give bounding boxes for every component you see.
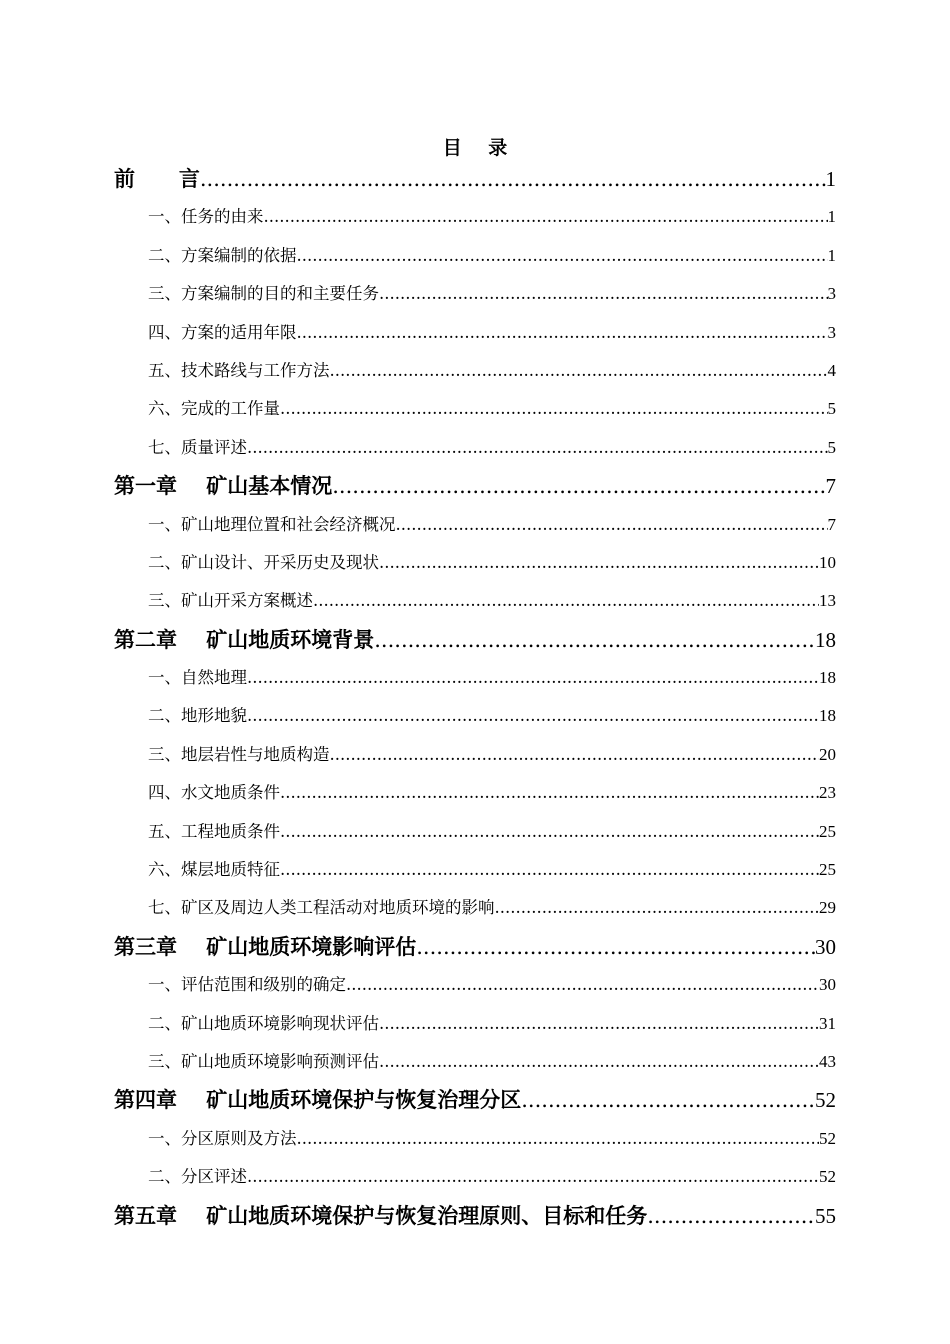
toc-page-number: 1 — [825, 167, 836, 191]
toc-entry-label: 第三章 矿山地质环境影响评估 — [114, 933, 417, 959]
dot-leader — [330, 736, 820, 774]
toc-page-number: 7 — [825, 474, 836, 499]
toc-entry-label: 二、矿山地质环境影响现状评估 — [148, 1013, 379, 1033]
dot-leader — [280, 851, 819, 889]
toc-page-number: 1 — [827, 207, 836, 227]
toc-page-number: 52 — [815, 1088, 836, 1113]
toc-entry-label: 七、矿区及周边人类工程活动对地质环境的影响 — [148, 898, 495, 918]
toc-page-number: 5 — [827, 399, 836, 419]
dot-leader — [247, 659, 819, 697]
toc-entry-label: 前 言 — [114, 166, 200, 191]
toc-page-number: 30 — [815, 934, 836, 959]
dot-leader — [313, 582, 819, 620]
toc-section-entry[interactable] — [114, 889, 836, 927]
toc-entry-label: 五、技术路线与工作方法 — [148, 360, 330, 380]
toc-section-entry[interactable] — [114, 736, 836, 774]
toc-section-entry[interactable] — [114, 1005, 836, 1043]
toc-entry-label: 第一章 矿山基本情况 — [114, 473, 333, 499]
toc-page-number: 23 — [819, 783, 836, 803]
toc-page-number: 5 — [827, 437, 836, 457]
dot-leader — [521, 1081, 815, 1119]
toc-entry-label: 四、水文地质条件 — [148, 783, 280, 803]
dot-leader — [647, 1197, 815, 1235]
toc-entry-label: 三、方案编制的目的和主要任务 — [148, 284, 379, 304]
toc-page-number: 4 — [827, 360, 836, 380]
toc-page-number: 52 — [819, 1128, 836, 1148]
toc-page-number: 18 — [819, 668, 836, 688]
toc-entry-label: 三、地层岩性与地质构造 — [148, 744, 330, 764]
dot-leader — [346, 966, 819, 1004]
toc-section-entry[interactable] — [114, 314, 836, 352]
toc-section-entry[interactable] — [114, 275, 836, 313]
toc-section-entry[interactable] — [114, 506, 836, 544]
dot-leader — [297, 237, 828, 275]
toc-entry-label: 七、质量评述 — [148, 437, 247, 457]
toc-page-number: 30 — [819, 975, 836, 995]
toc-section-entry[interactable] — [114, 966, 836, 1004]
toc-section-entry[interactable] — [114, 697, 836, 735]
toc-entry-label: 第五章 矿山地质环境保护与恢复治理原则、目标和任务 — [114, 1202, 648, 1228]
toc-entry-label: 一、矿山地理位置和社会经济概况 — [148, 514, 396, 534]
toc-page-number: 20 — [819, 744, 836, 764]
dot-leader — [280, 813, 819, 851]
dot-leader — [280, 390, 828, 428]
toc-section-entry[interactable] — [114, 582, 836, 620]
toc-section-entry[interactable] — [114, 659, 836, 697]
dot-leader — [247, 1158, 819, 1196]
toc-page-number: 25 — [819, 860, 836, 880]
toc-page-number: 31 — [819, 1013, 836, 1033]
toc-section-entry[interactable] — [114, 813, 836, 851]
toc-page-number: 18 — [815, 627, 836, 652]
toc-entry-label: 二、矿山设计、开采历史及现状 — [148, 552, 379, 572]
toc-chapter-entry[interactable] — [114, 621, 836, 659]
toc-page-number: 3 — [827, 284, 836, 304]
toc-page-number: 52 — [819, 1167, 836, 1187]
toc-page-number: 7 — [827, 514, 836, 534]
toc-section-entry[interactable] — [114, 198, 836, 236]
toc-page-number: 29 — [819, 898, 836, 918]
dot-leader — [379, 1005, 819, 1043]
toc-page-number: 1 — [827, 245, 836, 265]
toc-section-entry[interactable] — [114, 1043, 836, 1081]
toc-entry-label: 三、矿山开采方案概述 — [148, 591, 313, 611]
toc-chapter-entry[interactable] — [114, 1197, 836, 1235]
toc-chapter-entry[interactable] — [114, 467, 836, 505]
toc-entry-label: 六、完成的工作量 — [148, 399, 280, 419]
toc-chapter-entry[interactable] — [114, 928, 836, 966]
dot-leader — [396, 506, 828, 544]
toc-entry-label: 四、方案的适用年限 — [148, 322, 297, 342]
toc-page-number: 55 — [815, 1203, 836, 1228]
dot-leader — [495, 889, 820, 927]
dot-leader — [416, 928, 815, 966]
toc-page-number: 25 — [819, 821, 836, 841]
toc-page-number: 3 — [827, 322, 836, 342]
toc-entry-label: 二、方案编制的依据 — [148, 245, 297, 265]
dot-leader — [200, 160, 826, 198]
toc-entry-label: 第二章 矿山地质环境背景 — [114, 626, 375, 652]
toc-page-number: 18 — [819, 706, 836, 726]
toc-page-number: 43 — [819, 1051, 836, 1071]
toc-section-entry[interactable] — [114, 237, 836, 275]
toc-entry-label: 第四章 矿山地质环境保护与恢复治理分区 — [114, 1087, 522, 1113]
table-of-contents — [114, 160, 836, 1235]
dot-leader — [247, 429, 828, 467]
toc-entry-label: 二、分区评述 — [148, 1167, 247, 1187]
toc-entry-label: 一、评估范围和级别的确定 — [148, 975, 346, 995]
toc-title: 目 录 — [442, 137, 508, 159]
dot-leader — [280, 774, 819, 812]
toc-chapter-entry[interactable] — [114, 1081, 836, 1119]
toc-entry-label: 一、分区原则及方法 — [148, 1128, 297, 1148]
dot-leader — [379, 1043, 819, 1081]
dot-leader — [297, 314, 828, 352]
toc-section-entry[interactable] — [114, 774, 836, 812]
dot-leader — [247, 697, 819, 735]
dot-leader — [297, 1120, 820, 1158]
dot-leader — [379, 275, 828, 313]
dot-leader — [379, 544, 819, 582]
toc-entry-label: 二、地形地貌 — [148, 706, 247, 726]
toc-section-entry[interactable] — [114, 1120, 836, 1158]
toc-page-number: 10 — [819, 552, 836, 572]
dot-leader — [330, 352, 828, 390]
toc-entry-label: 一、任务的由来 — [148, 207, 264, 227]
toc-page-number: 13 — [819, 591, 836, 611]
toc-section-entry[interactable] — [114, 390, 836, 428]
toc-entry-label: 三、矿山地质环境影响预测评估 — [148, 1051, 379, 1071]
toc-section-entry[interactable] — [114, 1158, 836, 1196]
toc-section-entry[interactable] — [114, 544, 836, 582]
toc-entry-label: 五、工程地质条件 — [148, 821, 280, 841]
dot-leader — [332, 467, 825, 505]
toc-section-entry[interactable] — [114, 851, 836, 889]
dot-leader — [264, 198, 828, 236]
toc-chapter-entry[interactable] — [114, 160, 836, 198]
toc-entry-label: 一、自然地理 — [148, 668, 247, 688]
toc-entry-label: 六、煤层地质特征 — [148, 860, 280, 880]
dot-leader — [374, 621, 815, 659]
toc-section-entry[interactable] — [114, 352, 836, 390]
toc-section-entry[interactable] — [114, 429, 836, 467]
